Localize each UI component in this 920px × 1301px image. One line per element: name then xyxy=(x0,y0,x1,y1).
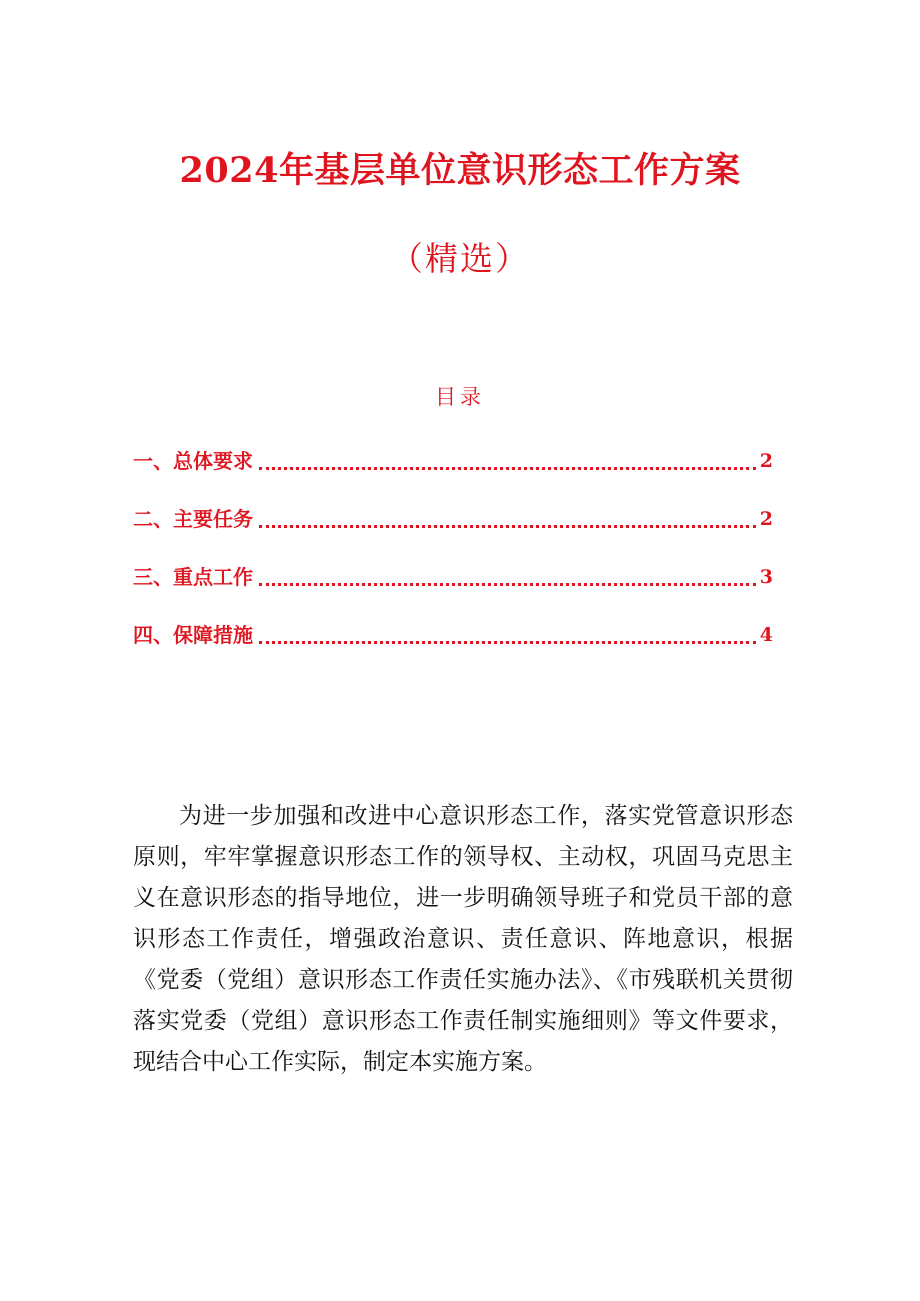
toc-entry-label: 四、保障措施 xyxy=(133,623,253,647)
intro-paragraph: 为进一步加强和改进中心意识形态工作，落实党管意识形态原则，牢牢掌握意识形态工作的领导权、主动权，巩固马克思主义在意识形态的指导地位，进一步明确领导班子和党员干部的意识形态工作责任，增强政治意识、责任意识、阵地意识，根据《党委（党组）意识形态工作责任实施办法》、《市残联机关贯彻落实党委（党组）意识形态工作责任制实施细则》等文件要求，现结合中心工作实际，制定本实施方案。 xyxy=(133,803,793,1075)
toc-entry-page: 3 xyxy=(759,566,773,588)
toc-entry-page: 2 xyxy=(759,508,773,530)
toc-entry-2[interactable] xyxy=(133,488,773,546)
toc-dot-leader xyxy=(259,641,756,644)
toc-entry-page: 4 xyxy=(759,624,773,646)
table-of-contents xyxy=(133,430,773,662)
toc-entry-1[interactable] xyxy=(133,430,773,488)
toc-entry-4[interactable] xyxy=(133,604,773,662)
document-title: 2024年基层单位意识形态工作方案 xyxy=(179,150,741,191)
toc-entry-page: 2 xyxy=(759,450,773,472)
toc-dot-leader xyxy=(259,583,756,586)
toc-entry-label: 三、重点工作 xyxy=(133,565,253,589)
toc-heading: 目录 xyxy=(435,385,485,409)
toc-entry-label: 二、主要任务 xyxy=(133,507,253,531)
document-subtitle: （精选） xyxy=(390,239,530,278)
toc-dot-leader xyxy=(259,467,756,470)
toc-dot-leader xyxy=(259,525,756,528)
toc-entry-label: 一、总体要求 xyxy=(133,449,253,473)
toc-entry-3[interactable] xyxy=(133,546,773,604)
